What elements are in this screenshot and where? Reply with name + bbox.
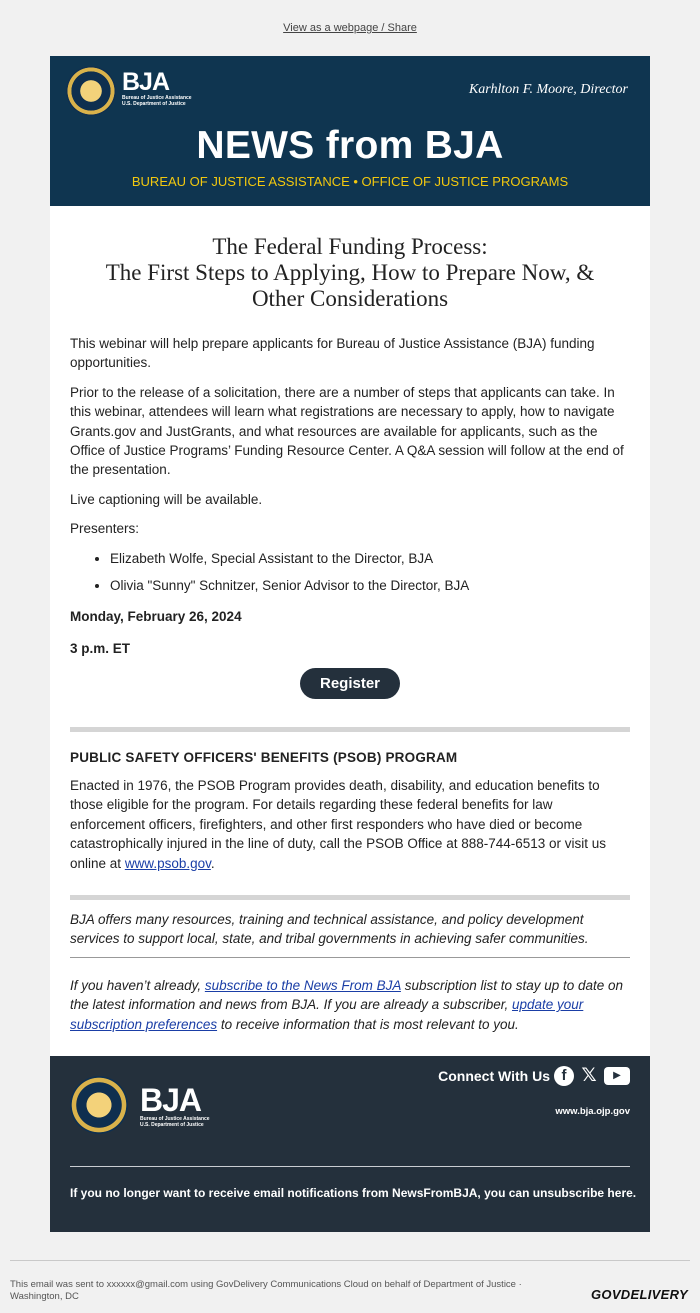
subscribe-mid: subscription list to stay up to date on the latest information and news from BJA. If you are already a subscriber, [70,977,624,1013]
psob-paragraph [70,776,630,873]
article-title-line-2: The First Steps to Applying, How to Prepare Now, & [105,260,595,285]
social-links [438,1066,630,1086]
register-wrap [70,668,630,699]
newsletter-tagline: BUREAU OF JUSTICE ASSISTANCE • OFFICE OF JUSTICE PROGRAMS [131,174,569,189]
register-button[interactable]: Register [300,668,400,699]
section-divider [70,895,630,900]
intro-paragraph: This webinar will help prepare applicants for Bureau of Justice Assistance (BJA) funding opportunities. [70,336,595,371]
article-title [70,234,630,312]
psob-heading: PUBLIC SAFETY OFFICERS' BENEFITS (PSOB) PROGRAM [70,750,458,766]
article-title-line-3: Other Considerations [251,286,449,311]
psob-text: Enacted in 1976, the PSOB Program provides death, disability, and education benefits to those eligible for the program. For details regarding these federal benefits for law enforcement officers, firefighters, and other first responders who have died or become catastrophically injured in the line of duty, call the PSOB Office at 888-744-6513 or visit us online at [70,777,607,871]
details-paragraph: Prior to the release of a solicitation, there are a number of steps that applicants can take. In this webinar, attendees will learn what registrations are necessary to apply, how to navigate Grants.gov and JustGrants, and what resources are available for applicants, such as the Office of Justice Programs’ Funding Resource Center. A Q&A session will follow at the end of the presentation. [70,384,624,478]
view-as-webpage-link[interactable]: View as a webpage / Share [283,22,417,34]
bja-logo [122,70,192,107]
director-name: Karhlton F. Moore, Director [468,82,628,97]
newsletter-title: NEWS from BJA [196,124,504,167]
doj-seal-icon [70,1076,128,1134]
presenters-list [70,549,630,595]
footer-divider [70,1166,630,1167]
connect-label: Connect With Us [438,1067,550,1084]
psob-link[interactable]: www.psob.gov [124,855,211,871]
section-divider [70,727,630,732]
article-title-line-1: The Federal Funding Process: [212,234,488,259]
footer-logo-name: BJA [140,1081,202,1118]
psob-end: . [210,855,215,871]
thin-divider [70,957,630,958]
presenters-label: Presenters: [70,521,140,537]
logo-subtitle-2: U.S. Department of Justice [122,101,186,107]
logo-subtitle-1: Bureau of Justice Assistance [122,95,192,101]
website-link[interactable]: www.bja.ojp.gov [555,1105,630,1117]
footer-logo-subtitle-1: Bureau of Justice Assistance [140,1115,210,1122]
subscribe-link[interactable]: subscribe to the News From BJA [204,977,401,993]
facebook-icon[interactable]: f [554,1066,574,1086]
x-twitter-icon[interactable]: 𝕏 [581,1065,597,1087]
top-bar [0,0,700,56]
subscribe-paragraph [70,976,630,1034]
captioning-note: Live captioning will be available. [70,491,263,507]
list-item: • Olivia "Sunny" Schnitzer, Senior Advisor to the Director, BJA [110,576,630,595]
subscribe-pre: If you haven’t already, [70,977,202,993]
logo-name: BJA [122,68,170,96]
delivery-footer [10,1260,690,1302]
footer [50,1056,650,1232]
sent-notice: This email was sent to xxxxxx@gmail.com using GovDelivery Communications Cloud on behalf of Department of Justice · Washington, DC [10,1279,522,1302]
list-item: • Elizabeth Wolfe, Special Assistant to the Director, BJA [110,549,630,568]
main-content [50,206,650,1034]
footer-logo-subtitle-2: U.S. Department of Justice [140,1121,204,1128]
email-body [50,56,650,1232]
resources-paragraph: BJA offers many resources, training and technical assistance, and policy development services to support local, state, and tribal governments in achieving safer communities. [70,911,589,947]
subscribe-post: to receive information that is most relevant to you. [220,1016,519,1032]
event-date: Monday, February 26, 2024 [70,608,242,624]
preferences-link[interactable]: update your subscription preferences [70,997,584,1032]
header-banner [50,56,650,206]
event-time: 3 p.m. ET [70,641,131,657]
youtube-icon[interactable]: ▶ [604,1067,630,1085]
govdelivery-logo[interactable]: GOVDELIVERY [591,1287,688,1302]
footer-bja-logo [140,1081,210,1128]
unsubscribe-link[interactable]: If you no longer want to receive email notifications from NewsFromBJA, you can unsubscribe here. [70,1185,637,1200]
doj-seal-icon [66,66,116,116]
